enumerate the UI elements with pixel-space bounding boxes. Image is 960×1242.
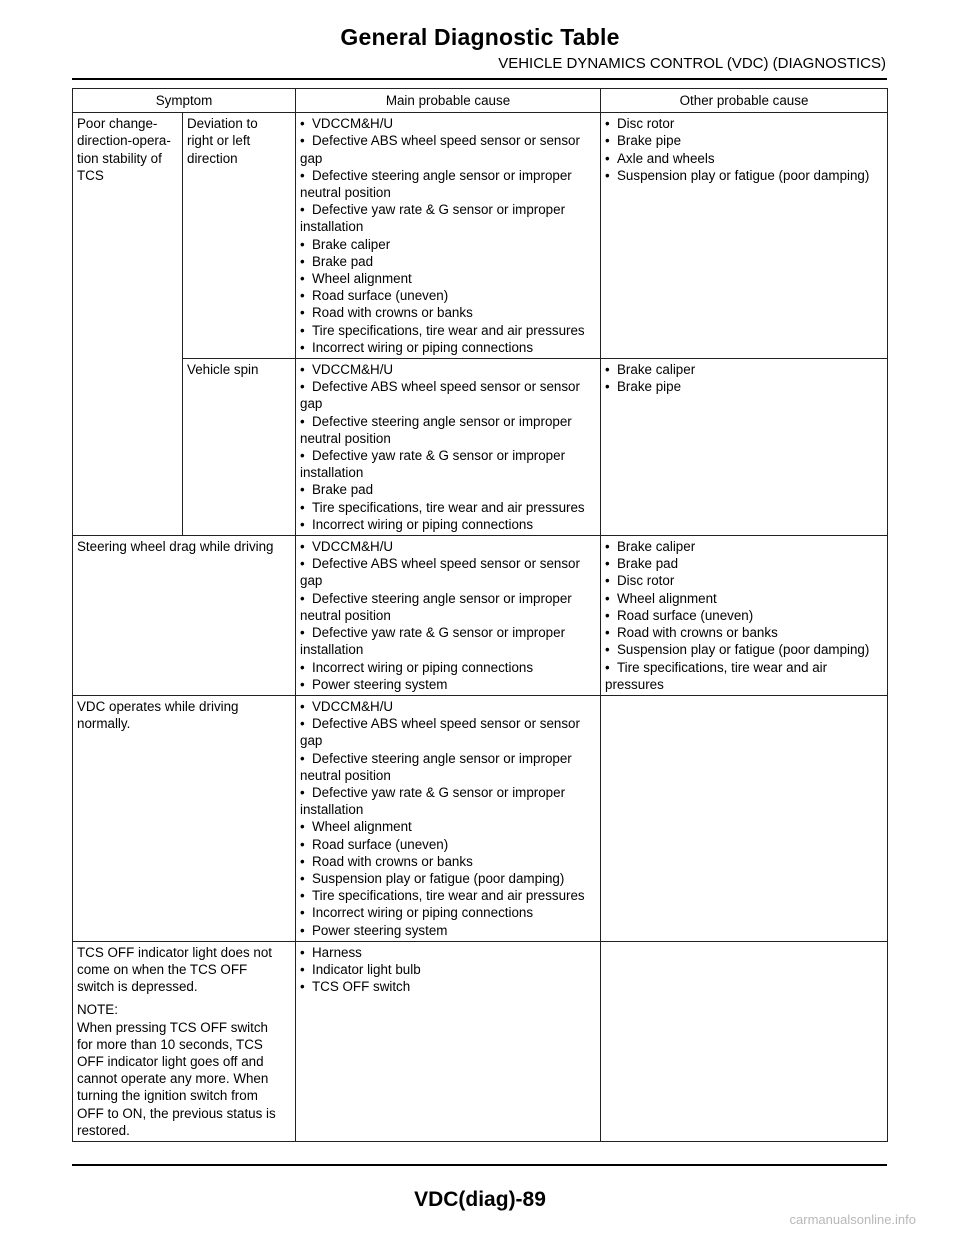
bullet-icon: • (300, 448, 305, 464)
list-item (300, 516, 597, 533)
list-item-text: Incorrect wiring or piping connections (312, 659, 534, 675)
list-item-text: Incorrect wiring or piping connections (312, 905, 534, 921)
bullet-icon: • (605, 539, 610, 555)
symptom-cell (73, 941, 296, 1141)
other-cause-cell (601, 359, 888, 536)
table-row (73, 941, 888, 1141)
list-item (605, 659, 884, 693)
list-item-text: Power steering system (312, 676, 448, 692)
list-item (300, 887, 597, 904)
list-item (300, 555, 597, 589)
bullet-icon: • (605, 590, 610, 606)
list-item-text: Road with crowns or banks (617, 625, 778, 641)
list-item-text: Defective steering angle sensor or improper neutral position (300, 413, 572, 446)
cause-list (300, 538, 597, 693)
list-item-text: Defective ABS wheel speed sensor or sensor gap (300, 379, 580, 412)
list-item (300, 904, 597, 921)
bullet-icon: • (300, 819, 305, 835)
symptom-text: TCS OFF indicator light does not come on when the TCS OFF switch is depressed. (77, 944, 272, 995)
bullet-icon: • (300, 784, 305, 800)
list-item (300, 339, 597, 356)
list-item-text: Defective yaw rate & G sensor or improper installation (300, 625, 566, 658)
list-item (300, 304, 597, 321)
bullet-icon: • (605, 379, 610, 395)
column-header-main-cause: Main probable cause (296, 89, 601, 113)
bullet-icon: • (300, 556, 305, 572)
list-item-text: Road surface (uneven) (312, 836, 449, 852)
bullet-icon: • (605, 659, 610, 675)
symptom-cell (73, 536, 296, 696)
list-item-text: Suspension play or fatigue (poor damping) (617, 642, 870, 658)
list-item (300, 676, 597, 693)
list-item (300, 818, 597, 835)
bullet-icon: • (300, 979, 305, 995)
list-item (300, 361, 597, 378)
list-item (300, 167, 597, 201)
column-header-other-cause: Other probable cause (601, 89, 888, 113)
list-item (300, 698, 597, 715)
list-item-text: Defective steering angle sensor or improper neutral position (300, 167, 572, 201)
symptom-text: Steering wheel drag while driving (77, 539, 274, 555)
list-item (300, 961, 597, 978)
cause-list (605, 361, 884, 395)
main-cause-cell (296, 536, 601, 696)
note-label: NOTE: (77, 1002, 118, 1018)
list-item-text: Defective yaw rate & G sensor or improper installation (300, 784, 566, 818)
bullet-icon: • (300, 961, 305, 977)
list-item (300, 659, 597, 676)
list-item (300, 715, 597, 749)
list-item (300, 115, 597, 132)
bullet-icon: • (300, 305, 305, 321)
list-item-text: Wheel alignment (617, 590, 717, 606)
main-cause-cell (296, 695, 601, 941)
list-item-text: VDCCM&H/U (312, 362, 394, 378)
list-item (300, 870, 597, 887)
list-item-text: Tire specifications, tire wear and air pressures (312, 888, 585, 904)
list-item-text: Tire specifications, tire wear and air pressures (312, 322, 585, 338)
list-item (300, 322, 597, 339)
bullet-icon: • (300, 322, 305, 338)
list-item (300, 750, 597, 784)
symptom-line: TCS (77, 167, 104, 183)
bullet-icon: • (605, 133, 610, 149)
table-row (73, 113, 888, 359)
list-item-text: Incorrect wiring or piping connections (312, 339, 534, 355)
table-row (73, 536, 888, 696)
page-title: General Diagnostic Table (340, 24, 620, 50)
watermark: carmanualsonline.info (789, 1212, 916, 1227)
list-item (605, 641, 884, 658)
list-item (300, 499, 597, 516)
bullet-icon: • (300, 625, 305, 641)
list-item (300, 590, 597, 624)
list-item-text: Brake caliper (617, 362, 696, 378)
list-item (605, 590, 884, 607)
list-item (605, 572, 884, 589)
list-item-text: Wheel alignment (312, 819, 412, 835)
bullet-icon: • (300, 236, 305, 252)
bullet-icon: • (300, 870, 305, 886)
bullet-icon: • (300, 413, 305, 429)
bullet-icon: • (300, 271, 305, 287)
bullet-icon: • (300, 499, 305, 515)
list-item-text: Defective yaw rate & G sensor or improper installation (300, 448, 566, 481)
symptom-text: VDC operates while driving normally. (77, 698, 239, 732)
bullet-icon: • (300, 676, 305, 692)
list-item (605, 378, 884, 395)
list-item-text: Brake pad (312, 482, 374, 498)
list-item-text: Tire specifications, tire wear and air pressures (605, 659, 828, 692)
bullet-icon: • (300, 379, 305, 395)
list-item (605, 132, 884, 149)
list-item (300, 378, 597, 412)
list-item (300, 253, 597, 270)
list-item-text: Harness (312, 944, 362, 960)
list-item-text: Suspension play or fatigue (poor damping) (312, 870, 565, 886)
bullet-icon: • (605, 573, 610, 589)
list-item (605, 361, 884, 378)
list-item (605, 538, 884, 555)
column-header-symptom: Symptom (73, 89, 296, 113)
list-item (300, 201, 597, 235)
bullet-icon: • (300, 116, 305, 132)
sub-symptom-line: Deviation to (187, 116, 258, 132)
list-item-text: Defective ABS wheel speed sensor or sensor gap (300, 556, 580, 589)
main-cause-cell (296, 359, 601, 536)
list-item-text: VDCCM&H/U (312, 539, 394, 555)
list-item-text: Suspension play or fatigue (poor damping) (617, 167, 870, 183)
section-title: VEHICLE DYNAMICS CONTROL (VDC) (DIAGNOSTICS) (498, 55, 886, 72)
table-row (73, 695, 888, 941)
other-cause-cell (601, 695, 888, 941)
list-item-text: Axle and wheels (617, 150, 715, 166)
bullet-icon: • (605, 116, 610, 132)
list-item (300, 784, 597, 818)
bullet-icon: • (605, 150, 610, 166)
list-item (300, 287, 597, 304)
bullet-icon: • (300, 716, 305, 732)
list-item-text: Incorrect wiring or piping connections (312, 516, 534, 532)
list-item-text: Disc rotor (617, 116, 675, 132)
footer-rule (72, 1164, 887, 1166)
list-item (300, 236, 597, 253)
bullet-icon: • (300, 698, 305, 714)
sub-symptom-line: right or left (187, 133, 251, 149)
list-item (300, 853, 597, 870)
bullet-icon: • (300, 202, 305, 218)
note-text: When pressing TCS OFF switch for more than 10 seconds, TCS OFF indicator light goes off and cannot operate any more. When turning the ignition switch from OFF to ON, the previous status is restored. (77, 1019, 276, 1138)
list-item (300, 624, 597, 658)
main-cause-cell (296, 113, 601, 359)
other-cause-cell (601, 941, 888, 1141)
list-item-text: VDCCM&H/U (312, 116, 394, 132)
bullet-icon: • (300, 590, 305, 606)
list-item-text: Brake pad (312, 253, 374, 269)
table-header-row (73, 89, 888, 113)
list-item (605, 624, 884, 641)
bullet-icon: • (300, 288, 305, 304)
table-row (73, 359, 888, 536)
list-item-text: Power steering system (312, 922, 448, 938)
list-item-text: Wheel alignment (312, 271, 412, 287)
list-item (300, 978, 597, 995)
list-item-text: Defective yaw rate & G sensor or improper installation (300, 202, 566, 235)
list-item (300, 538, 597, 555)
diagnostic-table (72, 88, 888, 1142)
list-item (605, 555, 884, 572)
sub-symptom-line: direction (187, 150, 238, 166)
list-item-text: VDCCM&H/U (312, 698, 394, 714)
list-item-text: Defective ABS wheel speed sensor or sensor gap (300, 133, 580, 166)
cause-list (605, 115, 884, 184)
bullet-icon: • (300, 539, 305, 555)
bullet-icon: • (300, 516, 305, 532)
list-item-text: TCS OFF switch (312, 979, 411, 995)
list-item (300, 922, 597, 939)
list-item-text: Road surface (uneven) (617, 607, 754, 623)
symptom-line: direction-opera- (77, 133, 171, 149)
bullet-icon: • (605, 167, 610, 183)
bullet-icon: • (300, 482, 305, 498)
header-rule (72, 78, 887, 80)
list-item (300, 447, 597, 481)
list-item-text: Brake pad (617, 556, 679, 572)
list-item (300, 413, 597, 447)
bullet-icon: • (300, 167, 305, 183)
bullet-icon: • (300, 133, 305, 149)
cause-list (300, 698, 597, 939)
list-item (605, 115, 884, 132)
bullet-icon: • (300, 659, 305, 675)
list-item-text: Brake pipe (617, 133, 682, 149)
other-cause-cell (601, 536, 888, 696)
main-cause-cell (296, 941, 601, 1141)
cause-list (300, 361, 597, 533)
list-item (300, 836, 597, 853)
list-item-text: Road with crowns or banks (312, 305, 473, 321)
bullet-icon: • (300, 836, 305, 852)
bullet-icon: • (605, 556, 610, 572)
bullet-icon: • (300, 944, 305, 960)
list-item-text: Road surface (uneven) (312, 288, 449, 304)
list-item-text: Indicator light bulb (312, 961, 421, 977)
symptom-line: tion stability of (77, 150, 162, 166)
bullet-icon: • (605, 362, 610, 378)
bullet-icon: • (300, 362, 305, 378)
bullet-icon: • (300, 339, 305, 355)
list-item (605, 607, 884, 624)
list-item-text: Defective steering angle sensor or improper neutral position (300, 590, 572, 623)
bullet-icon: • (300, 905, 305, 921)
sub-symptom-cell (183, 113, 296, 359)
list-item (605, 167, 884, 184)
other-cause-cell (601, 113, 888, 359)
cause-list (605, 538, 884, 693)
sub-symptom-cell (183, 359, 296, 536)
list-item-text: Brake caliper (312, 236, 391, 252)
cause-list (300, 944, 597, 996)
bullet-icon: • (605, 625, 610, 641)
symptom-line: Poor change- (77, 116, 158, 132)
list-item-text: Road with crowns or banks (312, 853, 473, 869)
symptom-cell (73, 695, 296, 941)
list-item-text: Tire specifications, tire wear and air pressures (312, 499, 585, 515)
list-item-text: Disc rotor (617, 573, 675, 589)
bullet-icon: • (605, 607, 610, 623)
list-item-text: Defective steering angle sensor or improper neutral position (300, 750, 572, 783)
list-item (300, 481, 597, 498)
bullet-icon: • (300, 922, 305, 938)
list-item (300, 270, 597, 287)
list-item-text: Brake pipe (617, 379, 682, 395)
list-item-text: Defective ABS wheel speed sensor or sensor gap (300, 716, 580, 749)
bullet-icon: • (300, 888, 305, 904)
bullet-icon: • (605, 642, 610, 658)
list-item (605, 150, 884, 167)
cause-list (300, 115, 597, 356)
bullet-icon: • (300, 750, 305, 766)
symptom-cell (73, 113, 183, 536)
list-item-text: Brake caliper (617, 539, 696, 555)
sub-symptom-line: Vehicle spin (187, 362, 259, 378)
list-item (300, 132, 597, 166)
bullet-icon: • (300, 253, 305, 269)
page-number: VDC(diag)-89 (414, 1188, 546, 1211)
bullet-icon: • (300, 853, 305, 869)
list-item (300, 944, 597, 961)
